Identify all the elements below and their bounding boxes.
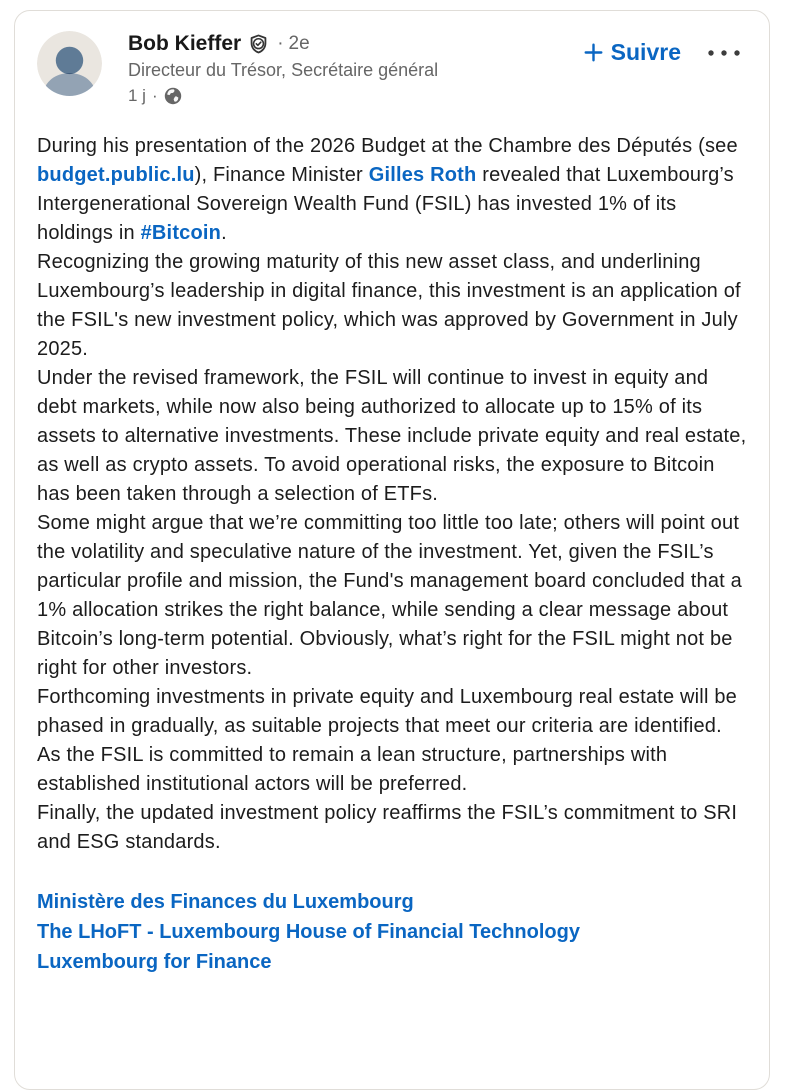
inline-link[interactable]: Gilles Roth	[368, 164, 477, 186]
post-meta	[128, 85, 577, 106]
follow-button[interactable]	[577, 35, 687, 70]
globe-icon	[164, 87, 182, 105]
follow-label: Suivre	[610, 39, 681, 65]
inline-link[interactable]: #Bitcoin	[140, 222, 222, 244]
author-name[interactable]: Bob Kieffer	[128, 32, 242, 55]
post-paragraph: Forthcoming investments in private equity and Luxembourg real estate will be phased in gradually, as suitable projects that meet our criteria are identified. As the FSIL is committed to remain a lean structure, partnerships with established institutional actors will be preferred.	[37, 686, 737, 795]
post-text	[37, 132, 747, 857]
more-options-button[interactable]	[701, 43, 747, 63]
author-headline: Directeur du Trésor, Secrétaire général	[128, 60, 439, 80]
mention-link[interactable]: Ministère des Finances du Luxembourg	[37, 891, 414, 913]
header-actions	[577, 31, 747, 70]
avatar[interactable]	[37, 31, 102, 96]
more-options-icon	[707, 49, 741, 57]
connection-degree: 2e	[288, 33, 310, 54]
post-paragraph: Finally, the updated investment policy reaffirms the FSIL’s commitment to SRI and ESG standards.	[37, 802, 738, 853]
author-name-row	[128, 31, 577, 57]
meta-separator: ·	[151, 86, 158, 105]
degree-separator: ·	[277, 33, 284, 54]
post-paragraph: Recognizing the growing maturity of this new asset class, and underlining Luxembourg’s leadership in digital finance, this investment is an application of the FSIL's new investment policy, which was approved by Government in July 2025.	[37, 251, 741, 360]
inline-link[interactable]: budget.public.lu	[37, 164, 195, 186]
plus-icon	[583, 42, 604, 63]
post-paragraph: Under the revised framework, the FSIL will continue to invest in equity and debt markets, while now also being authorized to allocate up to 15% of its assets to alternative investments. These include private equity and real estate, as well as crypto assets. To avoid operational risks, the exposure to Bitcoin has been taken through a selection of ETFs.	[37, 367, 747, 505]
post-paragraph: During his presentation of the 2026 Budget at the Chambre des Députés (see budget.public.lu), Finance Minister Gilles Roth revealed that Luxembourg’s Intergenerational Sovereign Wealth Fund (FSIL) has invested 1% of its holdings in #Bitcoin.	[37, 135, 738, 244]
post-card	[14, 10, 770, 1090]
author-info	[128, 31, 577, 106]
post-age: 1 j	[128, 86, 146, 105]
post-header	[37, 31, 747, 106]
post-paragraph: Some might argue that we’re committing too little too late; others will point out the volatility and speculative nature of the investment. Yet, given the FSIL’s particular profile and mission, the Fund's management board concluded that a 1% allocation strikes the right balance, while sending a clear message about Bitcoin’s long-term potential. Obviously, what’s right for the FSIL might not be right for other investors.	[37, 512, 742, 679]
default-profile-icon	[37, 31, 102, 96]
verified-badge-icon	[248, 34, 269, 55]
mention-link[interactable]: Luxembourg for Finance	[37, 951, 272, 973]
mention-link[interactable]: The LHoFT - Luxembourg House of Financial Technology	[37, 921, 580, 943]
post-mentions	[37, 887, 747, 977]
